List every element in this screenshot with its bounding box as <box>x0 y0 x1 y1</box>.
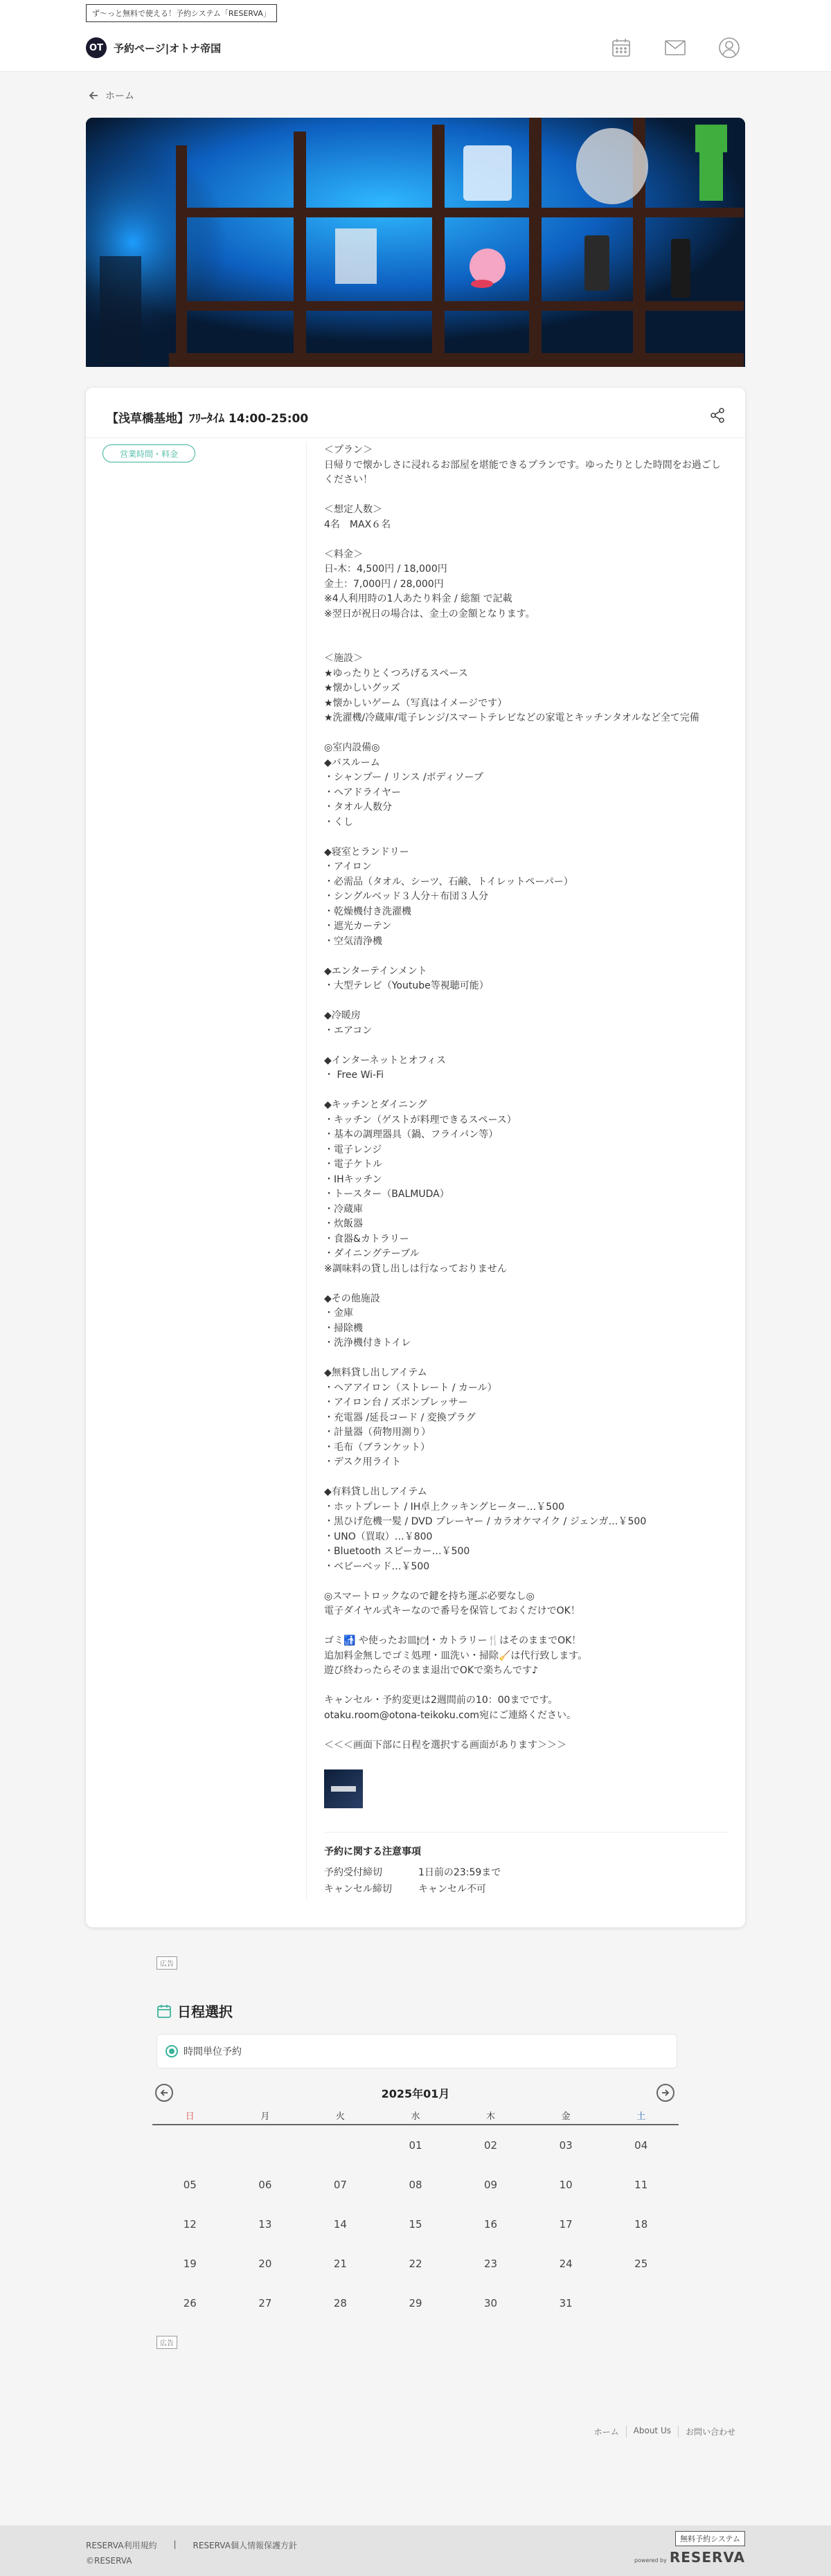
calendar-day[interactable]: 26 <box>183 2296 197 2309</box>
calendar-day[interactable]: 19 <box>183 2257 197 2270</box>
footer-separator: | <box>173 2539 177 2549</box>
calendar-day[interactable]: 12 <box>183 2217 197 2231</box>
notes-value: 1日前の23:59まで <box>418 1867 501 1878</box>
calendar-day[interactable]: 08 <box>409 2178 422 2191</box>
plan-thumbnail[interactable] <box>324 1769 363 1808</box>
calendar-day[interactable]: 04 <box>634 2138 648 2152</box>
plan-description: ＜プラン＞ 日帰りで懐かしさに浸れるお部屋を堪能できるプランです。ゆったりとした時間をお過ごしください！ ＜想定人数＞ 4名 MAX６名 ＜料金＞ 日-木：4,500円 / 18,000円 金土：7,000円 / 28,000円 ※4人利用時の1人あたり料金 / 総額 で記載 ※翌日が祝日の場合は、金土の金額となります。 ＜施設＞ ★ゆったりとくつろげるスペース ★懐かしいグッズ ★懐かしいゲーム（写真はイメージです） ★洗濯機/冷蔵庫/電子レンジ/スマートテレビなどの家電とキッチンタオルなど全て完備 ◎室内設備◎ ◆バスルーム ・シャンプー / リンス /ボディソープ ・ヘアドライヤー ・タオル人数分 ・くし ◆寝室とランドリー ・アイロン ・必需品（タオル、シーツ、石鹸、トイレットペーパー） ・シングルベッド３人分＋布団３人分 ・乾燥機付き洗濯機 ・遮光カーテン ・空気清浄機 ◆エンターテインメント ・大型テレビ（Youtube等視聴可能） ◆冷暖房 ・エアコン ◆インターネットとオフィス ・ Free Wi-Fi ◆キッチンとダイニング ・キッチン（ゲストが料理できるスペース） ・基本の調理器具（鍋、フライパン等） ・電子レンジ ・電子ケトル ・IHキッチン ・トースター（BALMUDA） ・冷蔵庫 ・炊飯器 ・食器&カトラリー ・ダイニングテーブル ※調味料の貸し出しは行なっておりません ◆その他施設 ・金庫 ・掃除機 ・洗浄機付きトイレ ◆無料貸し出しアイテム ・ヘアアイロン（ストレート / カール） ・アイロン台 / ズボンプレッサー ・充電器 /延長コード / 変換プラグ ・計量器（荷物用測り） ・毛布（ブランケット） ・デスク用ライト ◆有料貸し出しアイテム ・ホットプレート / IH卓上クッキングヒーター…￥500 ・黒ひげ危機一髪 / DVD プレーヤー / カラオケマイク / ジェンガ…￥500 ・UNO（買取）…￥800 ・Bluetooth スピーカー…￥500 ・ベビーベッド…￥500 ◎スマートロックなので鍵を持ち運ぶ必要なし◎ 電子ダイヤル式キーなので番号を保管しておくだけでOK！ ゴミ🚮 や使ったお皿🍽・カトラリー🍴はそのままでOK！ 追加料金無しでゴミ処理・皿洗い・掃除🧹は代行致します。 遊び終わったらそのまま退出でOKで楽ちんです♪ キャンセル・予約変更は2週間前の10：00までです。 otaku.room@otona-teikoku.com宛にご連絡ください。 ＜＜＜画面下部に日程を選択する画面があります＞＞＞ <box>324 444 721 1751</box>
weekday-mon: 月 <box>260 2111 270 2122</box>
calendar-day[interactable]: 31 <box>559 2296 573 2309</box>
header-icons <box>609 36 741 60</box>
calendar-day[interactable]: 13 <box>258 2217 272 2231</box>
hours-price-tag[interactable]: 営業時間・料金 <box>102 444 195 462</box>
user-icon[interactable] <box>717 36 741 60</box>
calendar-day[interactable]: 15 <box>409 2217 422 2231</box>
plan-title: 【浅草橋基地】ﾌﾘｰﾀｲﾑ 14:00-25:00 <box>107 412 309 426</box>
weekday-thu: 木 <box>486 2111 496 2122</box>
arrow-left-icon <box>89 91 98 100</box>
footer-legal-links <box>86 2539 297 2551</box>
brand-name: 予約ページ|オトナ帝国 <box>114 42 222 55</box>
footer-link-contact[interactable]: お問い合わせ <box>678 2426 742 2438</box>
breadcrumb[interactable] <box>89 89 134 102</box>
calendar-day[interactable]: 28 <box>333 2296 347 2309</box>
calendar-day[interactable]: 11 <box>634 2178 648 2191</box>
notes-key: 予約受付締切 <box>324 1867 382 1878</box>
hourly-booking-option[interactable] <box>157 2034 677 2069</box>
calendar-day[interactable]: 24 <box>559 2257 573 2270</box>
breadcrumb-home[interactable]: ホーム <box>105 91 134 102</box>
vertical-divider <box>306 442 307 1900</box>
schedule-title <box>157 2001 233 2021</box>
schedule-title-text: 日程選択 <box>177 2003 233 2020</box>
brand[interactable] <box>86 37 221 58</box>
footer <box>0 2525 831 2576</box>
promo-banner[interactable]: ず〜っと無料で使える！予約システム「RESERVA」 <box>86 4 277 22</box>
share-icon[interactable] <box>706 404 729 426</box>
weekday-sun: 日 <box>185 2111 195 2122</box>
notes-title: 予約に関する注意事項 <box>324 1846 421 1857</box>
weekday-wed: 水 <box>411 2111 420 2122</box>
calendar-day[interactable]: 17 <box>559 2217 573 2231</box>
calendar-day[interactable]: 02 <box>484 2138 498 2152</box>
ad-label: 広告 <box>157 1956 177 1970</box>
calendar-day[interactable]: 18 <box>634 2217 648 2231</box>
calendar-day[interactable]: 03 <box>559 2138 573 2152</box>
notes-key: キャンセル締切 <box>324 1884 392 1895</box>
weekday-sat: 土 <box>636 2111 646 2122</box>
calendar-day[interactable]: 21 <box>333 2257 347 2270</box>
calendar-day[interactable]: 07 <box>333 2178 347 2191</box>
calendar-day[interactable]: 29 <box>409 2296 422 2309</box>
chevron-right-icon <box>661 2089 670 2097</box>
ad-label: 広告 <box>157 2336 177 2349</box>
option-label: 時間単位予約 <box>184 2046 242 2057</box>
notes-row <box>324 1882 486 1895</box>
notes-row <box>324 1865 501 1879</box>
room-photo <box>86 118 745 367</box>
thumbnail-logo-icon <box>330 1781 357 1797</box>
plan-card <box>86 388 745 1927</box>
reserva-logo: RESERVA <box>669 2549 745 2566</box>
calendar-day[interactable]: 27 <box>258 2296 272 2309</box>
calendar-empty-cell <box>303 2125 378 2165</box>
mail-icon[interactable] <box>663 36 687 60</box>
calendar-day[interactable]: 09 <box>484 2178 498 2191</box>
weekday-tue: 火 <box>335 2111 345 2122</box>
calendar-icon <box>157 2003 172 2019</box>
footer-link-home[interactable]: ホーム <box>593 2427 619 2437</box>
calendar-day[interactable]: 01 <box>409 2138 422 2152</box>
calendar <box>152 2106 679 2323</box>
calendar-icon[interactable] <box>609 36 633 60</box>
calendar-day[interactable]: 06 <box>258 2178 272 2191</box>
privacy-link[interactable]: RESERVA個人情報保護方針 <box>193 2541 297 2550</box>
copyright: ©RESERVA <box>86 2556 132 2566</box>
radio-selected[interactable] <box>166 2045 178 2057</box>
calendar-day[interactable]: 20 <box>258 2257 272 2270</box>
powered-by: powered by <box>634 2557 667 2564</box>
calendar-empty-cell <box>228 2125 303 2165</box>
calendar-day[interactable]: 10 <box>559 2178 573 2191</box>
terms-link[interactable]: RESERVA利用規約 <box>86 2541 157 2550</box>
calendar-day[interactable]: 25 <box>634 2257 648 2270</box>
calendar-day[interactable]: 14 <box>333 2217 347 2231</box>
month-label: 2025年01月 <box>381 2087 450 2100</box>
calendar-days <box>152 2125 679 2323</box>
footer-link-about[interactable]: About Us <box>626 2426 678 2438</box>
footer-links <box>587 2426 742 2438</box>
hero-image <box>86 118 745 367</box>
calendar-empty-cell <box>603 2283 679 2323</box>
badge-brand <box>634 2549 745 2566</box>
brand-logo: OT <box>86 37 107 58</box>
calendar-day[interactable]: 22 <box>409 2257 422 2270</box>
calendar-day[interactable]: 16 <box>484 2217 498 2231</box>
calendar-empty-cell <box>152 2125 228 2165</box>
calendar-day[interactable]: 30 <box>484 2296 498 2309</box>
calendar-day[interactable]: 23 <box>484 2257 498 2270</box>
calendar-weekdays <box>152 2106 679 2125</box>
header <box>0 0 831 72</box>
badge-label: 無料予約システム <box>675 2531 745 2546</box>
reserva-badge[interactable] <box>634 2531 745 2566</box>
weekday-fri: 金 <box>561 2111 571 2122</box>
next-month-button[interactable] <box>656 2084 674 2102</box>
calendar-day[interactable]: 05 <box>183 2178 197 2191</box>
notes-value: キャンセル不可 <box>418 1884 486 1895</box>
